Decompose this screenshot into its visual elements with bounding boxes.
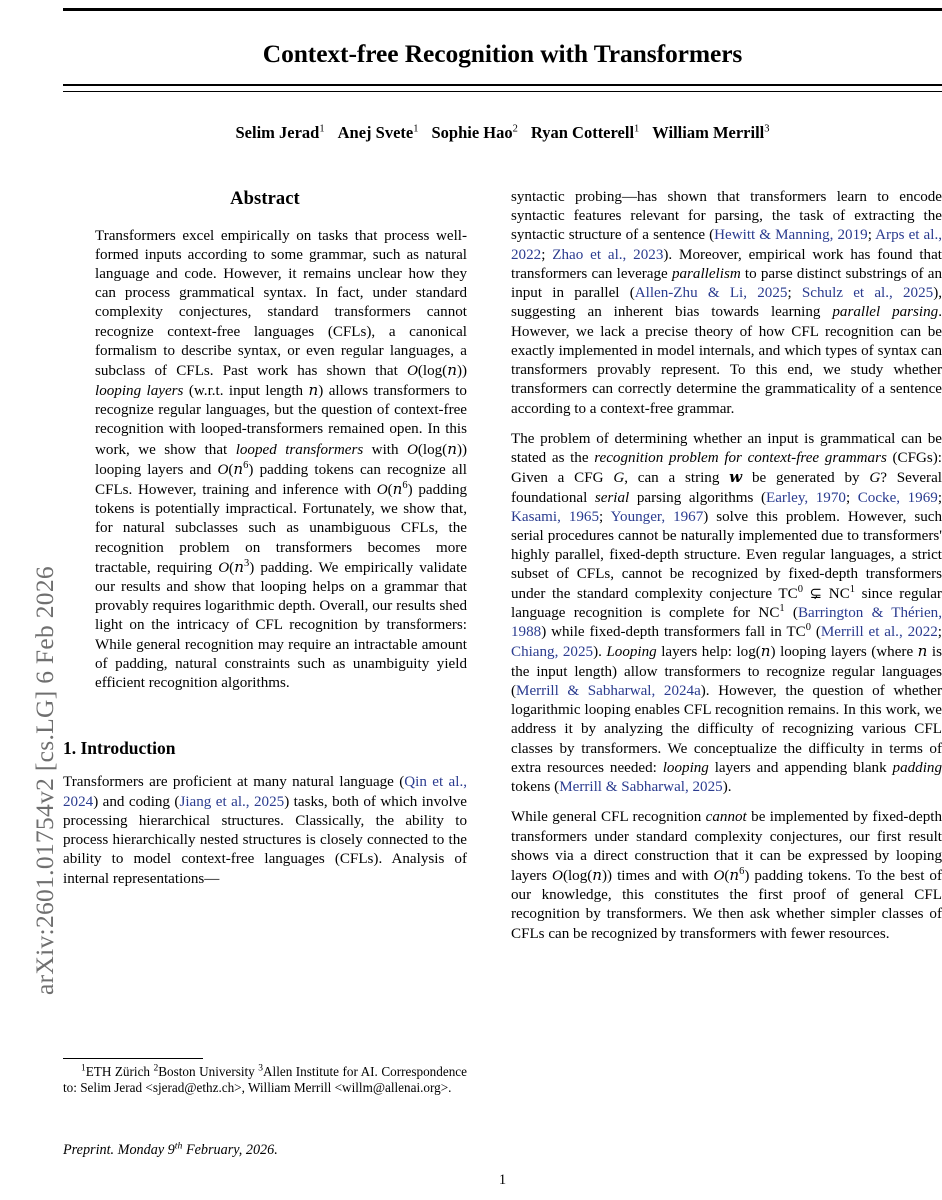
right-paragraph-2: The problem of determining whether an input is grammatical can be stated as the recognition problem for context-free grammars (CFGs): Given a CFG G, can a string w be generated by G? Several foundational serial parsing algorithms (Earley, 1970; Cocke, 1969; Kasami, 1965; Younger, 1967) solve this problem. However, such serial procedures cannot be naturally implemented due to transformers' highly parallel, fixed-depth structure. Even regular languages, a strict subset of CFLs, cannot be recognized by fixed-depth transformers under the standard complexity conjecture $TC^0$ ⊊ $NC^1$ since regular language recognition is complete for $NC^1$ (Barrington & Thérien, 1988) while fixed-depth transformers fall in $TC^0$ (Merrill et al., 2022; Chiang, 2025). Looping layers help: log(n) looping layers (where n is the input length) allow transformers to recognize regular languages (Merrill & Sabharwal, 2024a). However, the question of whether logarithmic looping enables CFL recognition remains. In this work, we address it by analyzing the difficulty of recognizing various CFL classes by transformers. We conceptualize the difficulty in terms of extra resources needed: looping layers and appending blank padding tokens (Merrill & Sabharwal, 2025).: [511, 430, 942, 796]
author-entry: [338, 123, 419, 142]
affiliation-2: Boston University: [158, 1064, 255, 1079]
left-column: [63, 188, 467, 889]
author-affiliation-mark: 1: [413, 123, 419, 135]
author-affiliation-mark: 1: [319, 123, 325, 135]
footnote-rule-divider: [63, 1058, 203, 1059]
abstract-heading: Abstract: [230, 189, 300, 209]
citation-link[interactable]: Kasami, 1965: [511, 508, 600, 525]
citation-link[interactable]: Earley, 1970: [766, 489, 846, 506]
citation-link[interactable]: Chiang, 2025: [511, 644, 594, 661]
preprint-notice: [63, 1142, 467, 1159]
citation-link[interactable]: Schulz et al., 2025: [801, 285, 934, 302]
citation-link[interactable]: Merrill & Sabharwal, 2024a: [516, 682, 701, 699]
footnote-affiliations: [63, 1064, 467, 1097]
preprint-ordinal: th: [174, 1140, 183, 1152]
citation-link[interactable]: Merrill & Sabharwal, 2025: [559, 779, 723, 796]
correspondence-text: Correspondence to: Selim Jerad <sjerad@ethz.ch>, William Merrill <willm@allenai.org>.: [63, 1064, 468, 1096]
citation-link[interactable]: Hewitt & Manning, 2019: [714, 227, 868, 244]
author-entry: [531, 123, 639, 142]
author-affiliation-mark: 2: [512, 123, 518, 135]
footnote-mark-1: 1: [81, 1063, 86, 1074]
citation-link[interactable]: Arps et al., 2022: [511, 227, 942, 263]
top-rule-divider: [63, 8, 942, 11]
author-name: Ryan Cotterell: [530, 123, 635, 142]
author-affiliation-mark: 1: [634, 123, 640, 135]
page-title: Context-free Recognition with Transformers: [262, 39, 743, 69]
citation-link[interactable]: Merrill et al., 2022: [820, 624, 938, 641]
author-name: William Merrill: [652, 123, 765, 142]
citation-link[interactable]: Barrington & Thérien, 1988: [511, 604, 942, 641]
citation-link[interactable]: Allen-Zhu & Li, 2025: [634, 285, 788, 302]
right-paragraph-continued: syntactic probing—has shown that transformers learn to encode syntactic features relevant for parsing, the task of extracting the syntactic structure of a sentence (Hewitt & Manning, 2019; Arps et al., 2022; Zhao et al., 2023). Moreover, empirical work has found that transformers can leverage parallelism to parse distinct substrings of an input in parallel (Allen-Zhu & Li, 2025; Schulz et al., 2025), suggesting an inherent bias towards learning parallel parsing. However, we lack a precise theory of how CFL recognition can be exactly implemented in model internals, and which types of syntax can transformers provably represent. To this end, we study whether transformers can correctly determine the grammaticality of a sentence according to a context-free grammar.: [511, 189, 942, 417]
citation-link[interactable]: Cocke, 1969: [857, 489, 938, 506]
footnote-mark-2: 2: [153, 1063, 159, 1074]
citation-link[interactable]: Younger, 1967: [610, 508, 704, 525]
right-paragraph-3: While general CFL recognition cannot be implemented by fixed-depth transformers under standard complexity conjectures, our first result shows via a direct construction that it can be expressed by looping layers O(log(n)) times and with $O(n^6)$ padding tokens. To the best of our knowledge, this constitutes the first proof of general CFL recognition by transformers. We then ask whether simpler classes of CFLs can be recognized by transformers with fewer resources.: [511, 809, 942, 942]
footnote-block: [63, 1058, 467, 1097]
author-entry: [236, 123, 325, 142]
preprint-prefix: Preprint. Monday 9: [63, 1142, 175, 1158]
page-number: 1: [498, 1172, 507, 1188]
title-rule-divider: [63, 84, 942, 92]
author-list: [63, 123, 942, 143]
author-affiliation-mark: 3: [764, 123, 770, 135]
section-heading-introduction: 1. Introduction: [63, 738, 176, 759]
citation-link[interactable]: Zhao et al., 2023: [552, 246, 664, 263]
author-name: Anej Svete: [337, 123, 414, 142]
author-entry: [431, 123, 517, 142]
citation-link[interactable]: Qin et al., 2024: [63, 774, 467, 810]
right-column: [511, 188, 942, 944]
affiliation-1: ETH Zürich: [85, 1064, 151, 1079]
abstract-body: Transformers excel empirically on tasks that process well-formed inputs according to some grammar, such as natural language and code. However, it remains unclear how they can process grammatical syntax. In fact, under standard complexity conjectures, standard transformers cannot recognize context-free languages (CFLs), a canonical formalism to describe syntax, or even regular languages, a subclass of CFLs. Past work has shown that O(log(n)) looping layers (w.r.t. input length n) allows transformers to recognize regular languages, but the question of context-free recognition with looped-transformers remained open. In this work, we show that looped transformers with O(log(n)) looping layers and $O(n^6)$ padding tokens can recognize all CFLs. However, training and inference with $O(n^6)$ padding tokens is potentially impractical. Fortunately, we show that, for natural subclasses such as unambiguous CFLs, the recognition problem on transformers becomes more tractable, requiring $O(n^3)$ padding. We empirically validate our results and show that looping helps on a grammar that provably requires logarithmic depth. Overall, our results shed light on the intricacy of CFL recognition by transformers: While general recognition may require an intractable amount of padding, natural constraints such as unambiguity yield efficient recognition algorithms.: [95, 227, 467, 691]
preprint-suffix: February, 2026.: [182, 1142, 278, 1158]
author-name: Selim Jerad: [235, 123, 320, 142]
citation-link[interactable]: Jiang et al., 2025: [179, 793, 285, 810]
author-name: Sophie Hao: [431, 123, 513, 142]
footnote-mark-3: 3: [258, 1063, 264, 1074]
arxiv-identifier-stamp: arXiv:2601.01754v2 [cs.LG] 6 Feb 2026: [30, 566, 59, 995]
author-entry: [652, 123, 769, 142]
intro-paragraph-1: Transformers are proficient at many natural language (Qin et al., 2024) and coding (Jiang et al., 2025) tasks, both of which involve processing hierarchical structures. Classically, the ability to process hierarchically nested structures is closely connected to the ability to model context-free languages (CFLs). Analysis of internal representations—: [63, 774, 467, 887]
affiliation-3: Allen Institute for AI.: [263, 1064, 378, 1079]
